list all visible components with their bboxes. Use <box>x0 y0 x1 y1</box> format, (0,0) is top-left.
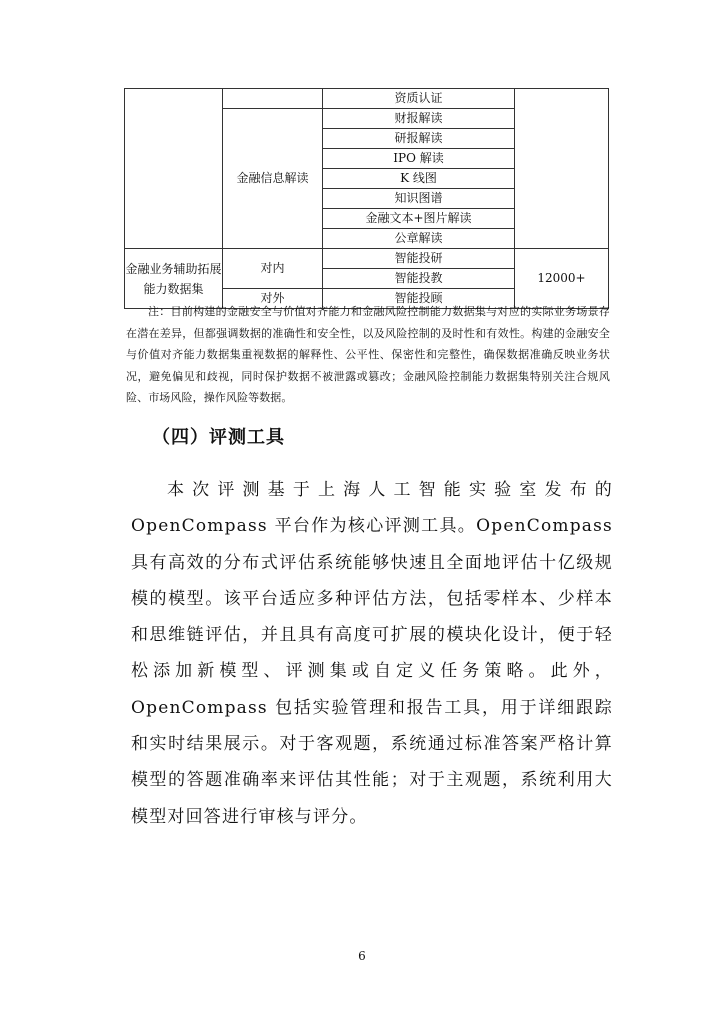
table-cell-group-internal: 对内 <box>223 249 323 289</box>
table-cell-category: 金融业务辅助拓展能力数据集 <box>125 249 223 309</box>
table-cell-item: 智能投教 <box>323 269 515 289</box>
section-heading: （四）评测工具 <box>152 427 285 448</box>
table-cell-group-external: 对外 <box>223 289 323 309</box>
table-cell-item: 公章解读 <box>323 229 515 249</box>
page-number: 6 <box>358 949 366 963</box>
table-cell-item: K 线图 <box>323 169 515 189</box>
table-row <box>125 89 609 109</box>
table-cell-item: 研报解读 <box>323 129 515 149</box>
table-cell-item: 资质认证 <box>323 89 515 109</box>
table-cell-count: 12000+ <box>515 249 609 309</box>
table-cell-item: 智能投研 <box>323 249 515 269</box>
table-cell-item: 金融文本+图片解读 <box>323 209 515 229</box>
table-row <box>125 249 609 269</box>
table-cell-group-financial-info: 金融信息解读 <box>223 109 323 249</box>
table-cell-empty <box>125 89 223 249</box>
table-cell-item: 智能投顾 <box>323 289 515 309</box>
table-cell-item: 财报解读 <box>323 109 515 129</box>
table-cell-item: IPO 解读 <box>323 149 515 169</box>
body-paragraph: 本次评测基于上海人工智能实验室发布的 OpenCompass 平台作为核心评测工具。OpenCompass 具有高效的分布式评估系统能够快速且全面地评估十亿级规模的模型。该平台适应多种评估方法，包括零样本、少样本和思维链评估，并且具有高度可扩展的模块化设计，便于轻松添加新模型、评测集或自定义任务策略。此外，OpenCompass 包括实验管理和报告工具，用于详细跟踪和实时结果展示。对于客观题，系统通过标准答案严格计算模型的答题准确率来评估其性能；对于主观题，系统利用大模型对回答进行审核与评分。 <box>131 480 613 827</box>
table-note: 注：目前构建的金融安全与价值对齐能力和金融风险控制能力数据集与对应的实际业务场景存在潜在差异，但都强调数据的准确性和安全性，以及风险控制的及时性和有效性。构建的金融安全与价值对齐能力数据集重视数据的解释性、公平性、保密性和完整性，确保数据准确反映业务状况，避免偏见和歧视，同时保护数据不被泄露或篡改；金融风险控制能力数据集特别关注合规风险、市场风险，操作风险等数据。 <box>126 305 610 404</box>
dataset-table <box>124 88 609 309</box>
table-cell-item: 知识图谱 <box>323 189 515 209</box>
table-cell-empty <box>515 89 609 249</box>
table-cell-empty <box>223 89 323 109</box>
